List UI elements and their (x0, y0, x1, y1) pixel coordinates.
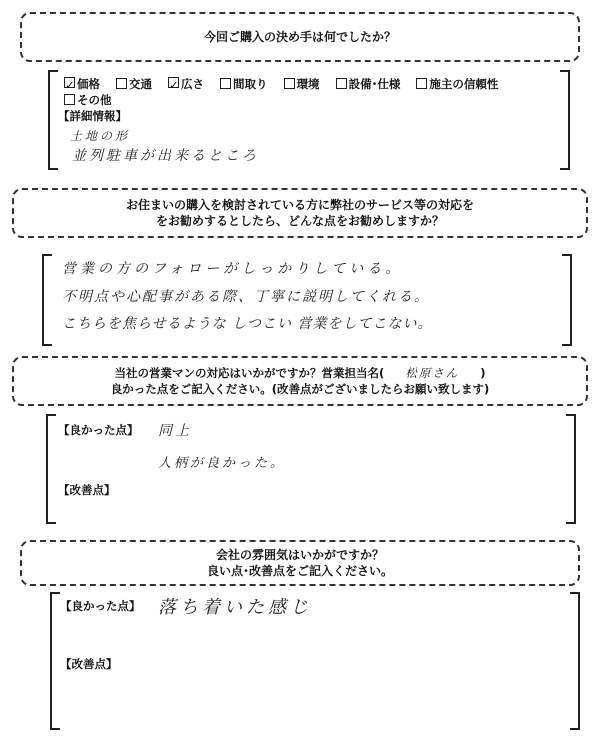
question-text: 当社の営業マンの対応はいかがですか？営業担当名( 松原さん ) (114, 366, 486, 380)
sales-rep-name: 松原さん (405, 366, 460, 380)
option-other[interactable]: その他 (64, 92, 112, 108)
handwritten-answer: 土地の形 (70, 129, 131, 143)
answer-bracket-right (566, 414, 576, 524)
option-price[interactable]: ✓ 価格 (65, 77, 100, 92)
good-points-label: 【良かった点】 (60, 599, 141, 613)
handwritten-answer: 同上 (158, 423, 192, 439)
option-layout[interactable]: 間取り (220, 76, 268, 92)
handwritten-answer: こちらを焦らせるような しつこい 営業をしてこない。 (62, 316, 433, 332)
answer-bracket-right (562, 254, 572, 346)
checkbox[interactable] (336, 78, 347, 89)
question-text: 良かった点をご記入ください。(改善点がございましたらお願い致します) (110, 382, 490, 396)
question-text: 会社の雰囲気はいかがですか？ (215, 548, 384, 562)
checkbox-checked[interactable]: ✓ (65, 78, 75, 92)
answer-bracket-right (570, 592, 580, 730)
option-size[interactable]: ✓ 広さ (169, 77, 205, 92)
improvement-label: 【改善点】 (58, 483, 116, 497)
purchase-factor-options (64, 76, 510, 92)
option-transport[interactable]: 交通 (116, 76, 152, 92)
handwritten-answer: 並列駐車が出来るところ (72, 148, 259, 164)
answer-bracket-right (560, 70, 570, 170)
handwritten-answer: 不明点や心配事がある際、丁寧に説明してくれる。 (62, 289, 430, 305)
good-points-label: 【良かった点】 (58, 423, 139, 437)
checkbox[interactable] (64, 94, 75, 105)
question-box-sales-rep (12, 356, 588, 406)
detail-label: 【詳細情報】 (58, 109, 127, 123)
checkbox[interactable] (116, 78, 127, 89)
checkbox-checked[interactable]: ✓ (169, 78, 179, 92)
checkbox[interactable] (416, 78, 427, 89)
answer-bracket-left (50, 592, 60, 730)
question-box-company-atmosphere (20, 540, 580, 586)
handwritten-answer: 人柄が良かった。 (158, 456, 287, 471)
option-facilities[interactable]: 設備･仕様 (336, 76, 401, 92)
question-box-purchase-factor (20, 12, 580, 62)
question-box-recommend (12, 188, 588, 238)
answer-bracket-left (42, 254, 52, 346)
answer-bracket-left (46, 414, 56, 524)
question-text: をお勧めするとしたら、どんな点をお勧めしますか？ (155, 214, 444, 228)
question-text: 良い点･改善点をご記入ください。 (206, 564, 393, 578)
answer-bracket-left (48, 70, 58, 170)
option-environment[interactable]: 環境 (284, 76, 320, 92)
checkbox[interactable] (284, 78, 295, 89)
checkbox[interactable] (220, 78, 231, 89)
question-text: 今回ご購入の決め手は何でしたか？ (203, 30, 396, 44)
handwritten-answer: 落ち着いた感じ (158, 597, 312, 618)
question-text: お住まいの購入を検討されている方に弊社のサービス等の対応を (125, 198, 474, 212)
handwritten-answer: 営業の方のフォローがしっかりしている。 (62, 261, 404, 277)
improvement-label: 【改善点】 (60, 657, 118, 671)
option-builder-reliability[interactable]: 施主の信頼性 (416, 76, 498, 92)
